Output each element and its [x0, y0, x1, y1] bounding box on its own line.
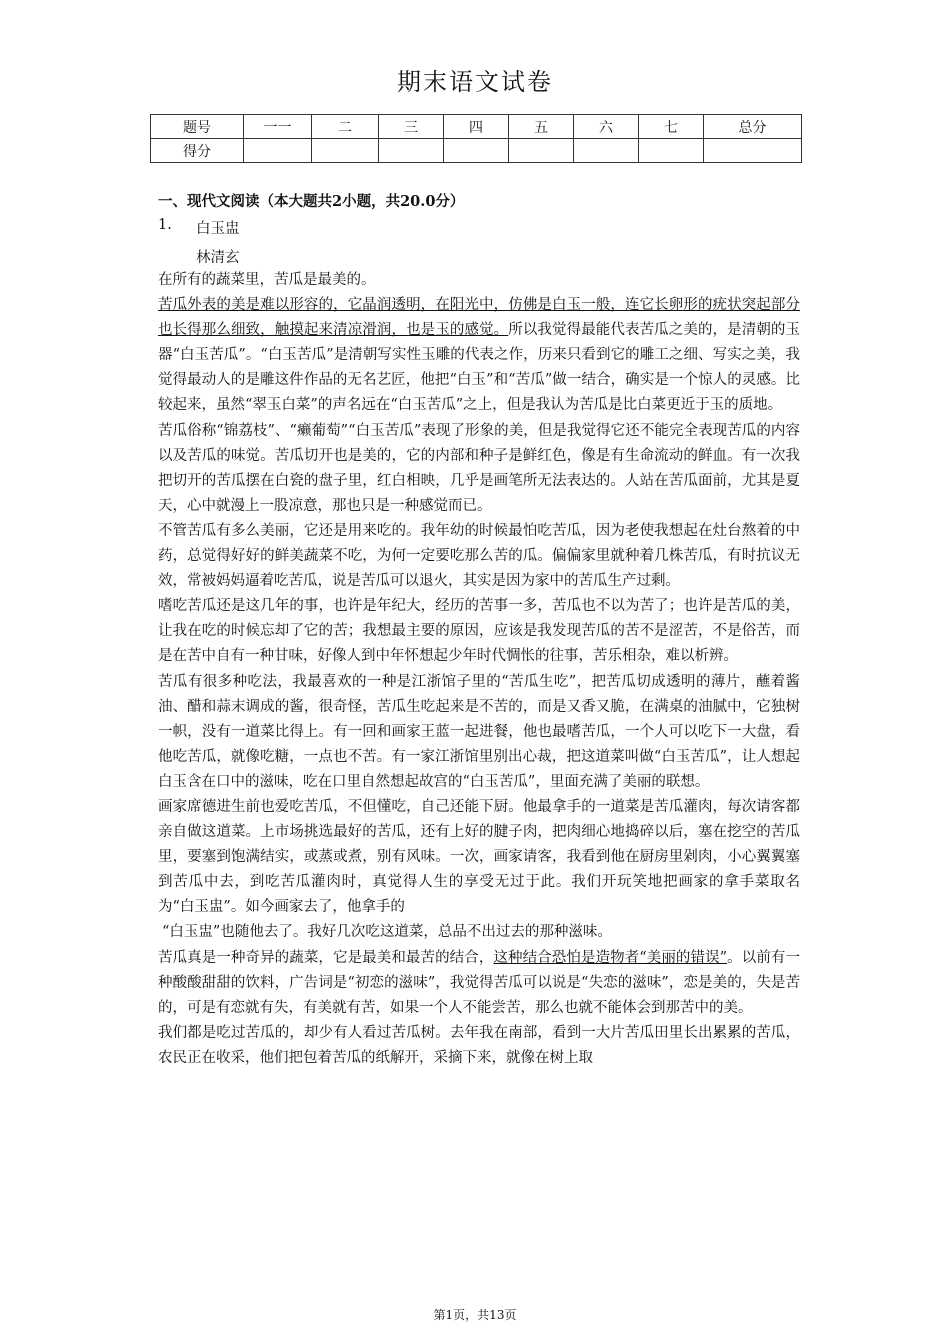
paragraph-text: 苦瓜真是一种奇异的蔬菜，它是最美和最苦的结合， [158, 949, 494, 966]
question-number: 1. [158, 217, 172, 233]
score-cell: 二 [312, 115, 379, 139]
paragraph: “白玉盅”也随他去了。我好几次吃这道菜，总品不出过去的那种滋味。 [162, 924, 612, 941]
paragraph: 我们都是吃过苦瓜的，却少有人看过苦瓜树。去年我在南部，看到一大片苦瓜田里长出累累的苦瓜，农民正在收采，他们把包着苦瓜的纸解开，采摘下来，就像在树上取 [158, 1024, 800, 1066]
paragraph [158, 293, 800, 418]
paragraph: 画家席德进生前也爱吃苦瓜，不但懂吃，自己还能下厨。他最拿手的一道菜是苦瓜灌肉，每次请客都亲自做这道菜。上市场挑选最好的苦瓜，还有上好的腱子肉，把肉细心地捣碎以后，塞在挖空的苦瓜里，要塞到饱满结实，或蒸或煮，别有风味。一次，画家请客，我看到他在厨房里剁肉，小心翼翼塞到苦瓜中去，到吃苦瓜灌肉时，真觉得人生的享受无过于此。我们开玩笑地把画家的拿手菜取名为“白玉盅”。如今画家去了，他拿手的 [158, 798, 800, 916]
score-input-cell [444, 139, 509, 163]
paragraph: 不管苦瓜有多么美丽，它还是用来吃的。我年幼的时候最怕吃苦瓜，因为老使我想起在灶台熬着的中药，总觉得好好的鲜美蔬菜不吃，为何一定要吃那么苦的瓜。偏偏家里就种着几株苦瓜，有时抗议无效，常被妈妈逼着吃苦瓜，说是苦瓜可以退火，其实是因为家中的苦瓜生产过剩。 [158, 522, 800, 590]
passage-body [158, 268, 800, 1071]
score-cell: 七 [639, 115, 704, 139]
score-input-cell [574, 139, 639, 163]
underlined-sentence: 这种结合恐怕是造物者“美丽的错误” [493, 949, 728, 966]
passage-title: 白玉盅 [196, 221, 240, 237]
score-table [150, 114, 802, 163]
score-input-cell [312, 139, 379, 163]
score-input-cell [509, 139, 574, 163]
score-table-header-row [151, 115, 802, 139]
score-input-cell [379, 139, 444, 163]
score-input-cell [244, 139, 312, 163]
paragraph: 苦瓜有很多种吃法，我最喜欢的一种是江浙馆子里的“苦瓜生吃”，把苦瓜切成透明的薄片，蘸着酱油、醋和蒜末调成的酱，很奇怪，苦瓜生吃起来是不苦的，而是又香又脆，在满桌的油腻中，它独树一帜，没有一道菜比得上。有一回和画家王蓝一起进餐，他也最嗜苦瓜，一个人可以吃下一大盘，看他吃苦瓜，就像吃糖，一点也不苦。有一家江浙馆里别出心裁，把这道菜叫做“白玉苦瓜”，让人想起白玉含在口中的滋味，吃在口里自然想起故宫的“白玉苦瓜”，里面充满了美丽的联想。 [158, 673, 800, 790]
score-cell: 六 [574, 115, 639, 139]
section-heading: 一、现代文阅读（本大题共2小题，共20.0分） [158, 193, 465, 210]
score-cell: 一一 [244, 115, 312, 139]
score-table-score-row [151, 139, 802, 163]
score-input-cell [639, 139, 704, 163]
page-footer: 第1页，共13页 [433, 1308, 517, 1322]
paragraph-text: 。以前有一种酸酸甜甜的饮料，广告词是“初恋的滋味”，我觉得苦瓜可以说是“失恋的滋味”，恋是美的，失是苦的，可是有恋就有失，有美就有苦，如果一个人不能尝苦，那么也就不能体会到那苦中的美。 [158, 949, 801, 1016]
paragraph: 在所有的蔬菜里，苦瓜是最美的。 [158, 272, 376, 288]
score-cell: 三 [379, 115, 444, 139]
passage-author: 林清玄 [196, 250, 240, 266]
score-input-cell [704, 139, 802, 163]
score-cell: 四 [444, 115, 509, 139]
paragraph: 苦瓜俗称“锦荔枝”、“癞葡萄”“白玉苦瓜”表现了形象的美，但是我觉得它还不能完全表现苦瓜的内容以及苦瓜的味觉。苦瓜切开也是美的，它的内部和种子是鲜红色，像是有生命流动的鲜血。有一次我把切开的苦瓜摆在白瓷的盘子里，红白相映，几乎是画笔所无法表达的。人站在苦瓜面前，尤其是夏天，心中就漫上一股凉意，那也只是一种感觉而已。 [158, 422, 800, 514]
score-cell: 题号 [151, 115, 244, 139]
score-cell: 得分 [151, 139, 244, 163]
score-cell: 总分 [704, 115, 802, 139]
underlined-sentence: 苦瓜外表的美是难以形容的，它晶润透明，在阳光中，仿佛是白玉一般，连它长卵形的疣状突起部分也长得那么细致，触摸起来清凉滑润，也是玉的感觉。 [158, 297, 800, 339]
paragraph [158, 946, 800, 1021]
score-cell: 五 [509, 115, 574, 139]
paragraph: 嗜吃苦瓜还是这几年的事，也许是年纪大，经历的苦事一多，苦瓜也不以为苦了；也许是苦瓜的美，让我在吃的时候忘却了它的苦；我想最主要的原因，应该是我发现苦瓜的苦不是涩苦，不是俗苦，而是在苦中自有一种甘味，好像人到中年怀想起少年时代惆怅的往事，苦乐相杂，难以析辨。 [158, 598, 800, 665]
paragraph-text: 所以我觉得最能代表苦瓜之美的，是清朝的玉器“白玉苦瓜”。“白玉苦瓜”是清朝写实性玉雕的代表之作，历来只看到它的雕工之细、写实之美，我觉得最动人的是雕这件作品的无名艺匠，他把“白玉”和“苦瓜”做一结合，确实是一个惊人的灵感。比较起来，虽然“翠玉白菜”的声名远在“白玉苦瓜”之上，但是我认为苦瓜是比白菜更近于玉的质地。 [158, 322, 801, 414]
page-title: 期末语文试卷 [397, 68, 553, 96]
